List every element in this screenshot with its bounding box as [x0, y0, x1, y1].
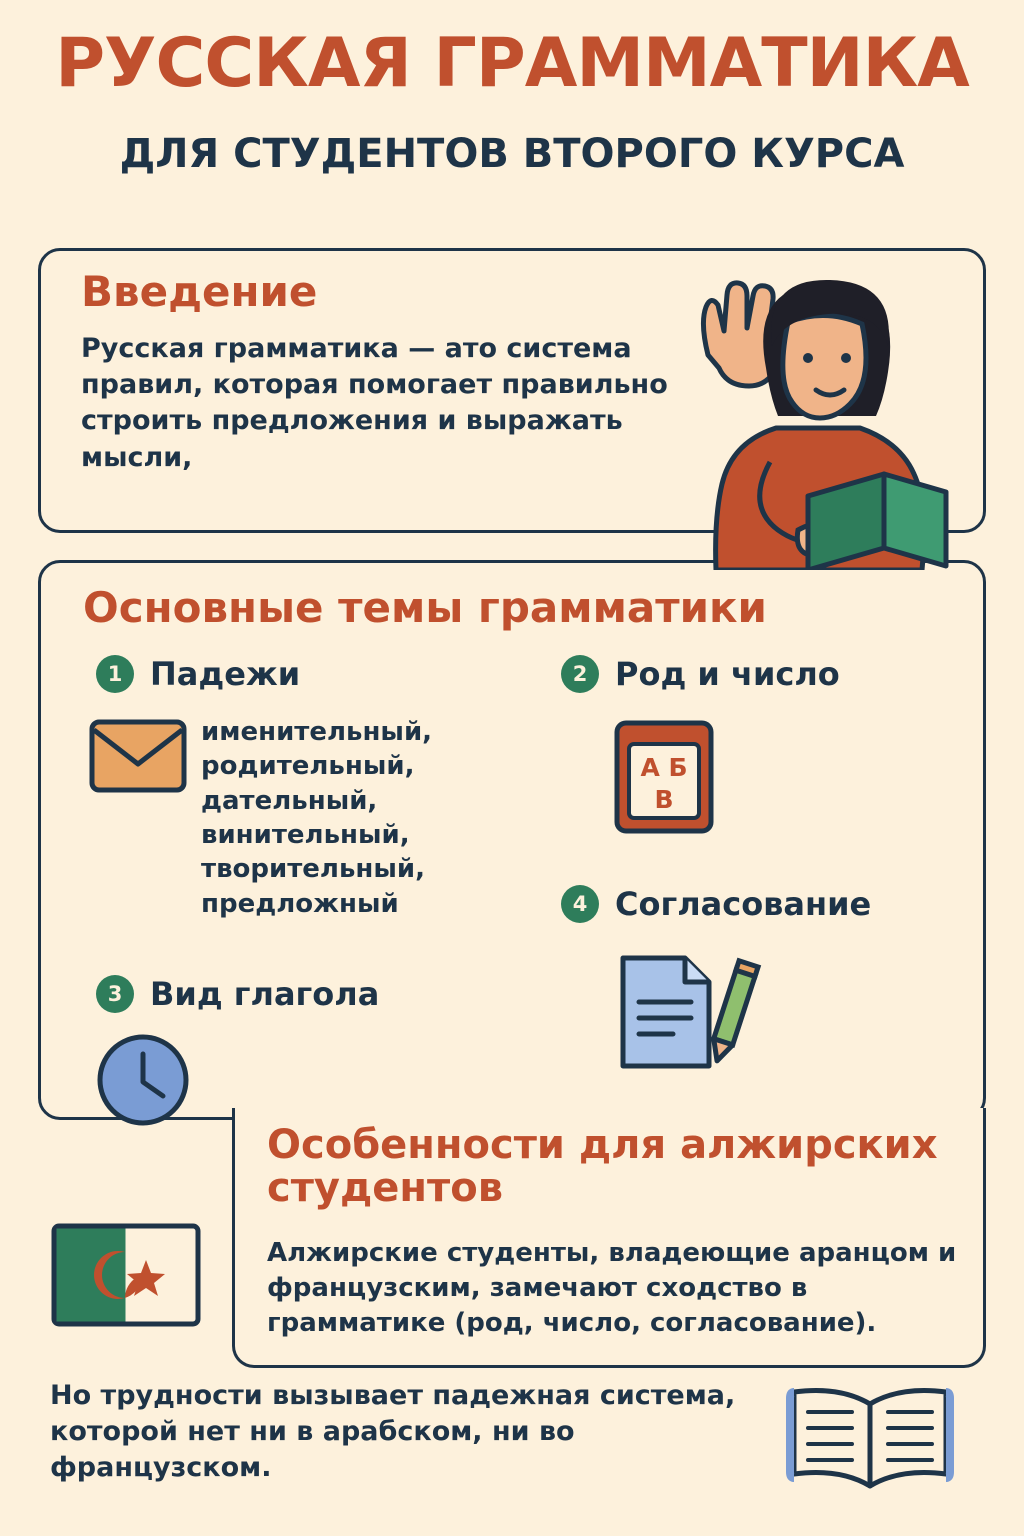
topic-number-badge: 1 [96, 655, 134, 693]
intro-body: Русская грамматика — ато система правил, которая помогает правильно строить предложения и выражать мысли, [81, 333, 668, 473]
cases-list: именительный, родительный, дательный, винительный, творительный, предложный [201, 717, 433, 919]
svg-text:В: В [654, 785, 674, 814]
svg-text:А Б: А Б [640, 753, 688, 782]
topic-item-2 [561, 655, 840, 693]
page-title: РУССКАЯ ГРАММАТИКА [55, 24, 969, 103]
envelope-icon [88, 718, 188, 794]
topic-label: Род и число [615, 655, 840, 693]
topic-label: Согласование [615, 885, 872, 923]
open-book-icon [786, 1378, 954, 1502]
topic-label: Вид глагола [150, 975, 380, 1013]
features-body-2: Но трудности вызывает падежная система, которой нет ни в арабском, ни во французском. [50, 1380, 736, 1484]
intro-title: Введение [81, 267, 318, 316]
features-title: Особенности для алжирских студентов [267, 1122, 938, 1212]
topic-number-badge: 3 [96, 975, 134, 1013]
features-body-1: Алжирские студенты, владеющие аранцом и французским, замечают сходство в грамматике (род, число, согласование). [267, 1238, 957, 1338]
document-pencil-icon [615, 952, 765, 1072]
topic-item-3 [96, 975, 379, 1013]
clock-icon [95, 1032, 191, 1128]
page-subtitle: ДЛЯ СТУДЕНТОВ ВТОРОГО КУРСА [119, 131, 905, 177]
topic-item-4 [561, 885, 871, 923]
topic-number-badge: 2 [561, 655, 599, 693]
topic-item-1 [96, 655, 300, 693]
woman-with-book-illustration [648, 250, 978, 570]
topics-title: Основные темы грамматики [83, 583, 767, 632]
topic-label: Падежи [150, 655, 301, 693]
algeria-flag-icon [50, 1222, 202, 1328]
book-ab-icon [612, 718, 716, 836]
topic-number-badge: 4 [561, 885, 599, 923]
features-card [232, 1108, 986, 1368]
